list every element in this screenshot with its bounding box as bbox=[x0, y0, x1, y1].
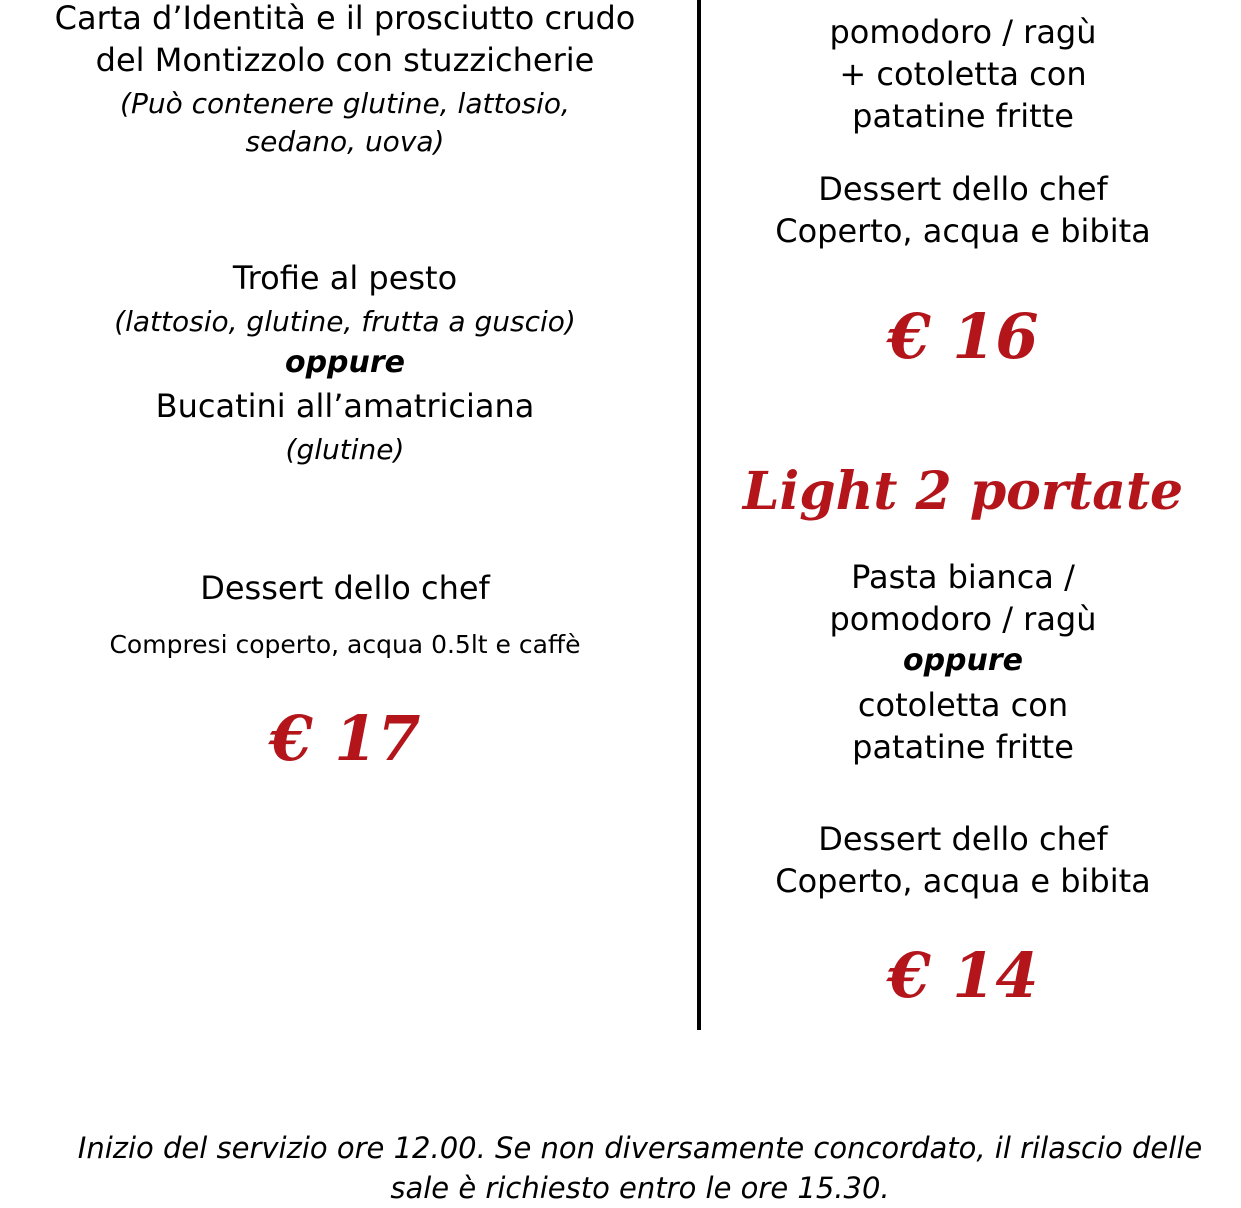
service-note-line-1: Inizio del servizio ore 12.00. Se non diversamente concordato, il rilascio delle bbox=[77, 1131, 1203, 1165]
menu-price: € 17 bbox=[269, 702, 421, 775]
light-menu-extras: Coperto, acqua e bibita bbox=[775, 862, 1151, 900]
antipasto-line-2: del Montizzolo con stuzzicherie bbox=[95, 41, 595, 79]
kids-menu-line-3: patatine fritte bbox=[852, 97, 1074, 135]
light-menu-line-1: Pasta bianca / bbox=[851, 558, 1075, 596]
light-menu-line-4: patatine fritte bbox=[852, 728, 1074, 766]
antipasto-allergens-line-1: (Può contenere glutine, lattosio, bbox=[120, 87, 570, 120]
light-menu-title: Light 2 portate bbox=[742, 461, 1184, 522]
kids-menu-line-1: pomodoro / ragù bbox=[829, 13, 1097, 51]
service-note-line-2: sale è richiesto entro le ore 15.30. bbox=[390, 1171, 890, 1205]
light-menu-dessert: Dessert dello chef bbox=[818, 820, 1108, 858]
primo-option-1-allergens: (lattosio, glutine, frutta a guscio) bbox=[114, 305, 576, 338]
light-menu-oppure: oppure bbox=[902, 643, 1024, 678]
kids-menu-dessert: Dessert dello chef bbox=[818, 170, 1108, 208]
service-note bbox=[60, 1128, 1220, 1208]
light-menu-price: € 14 bbox=[887, 939, 1039, 1012]
oppure-label: oppure bbox=[284, 345, 406, 380]
primo-option-2: Bucatini all’amatriciana bbox=[155, 387, 535, 425]
dessert-label: Dessert dello chef bbox=[200, 569, 490, 607]
antipasto-line-1: Carta d’Identità e il prosciutto crudo bbox=[54, 0, 636, 37]
primo-option-1: Trofie al pesto bbox=[232, 259, 458, 297]
antipasto-allergens-line-2: sedano, uova) bbox=[245, 125, 445, 158]
light-menu-line-3: cotoletta con bbox=[857, 686, 1069, 724]
kids-menu-extras: Coperto, acqua e bibita bbox=[775, 212, 1151, 250]
primo-option-2-allergens: (glutine) bbox=[285, 433, 405, 466]
kids-menu-line-2: + cotoletta con bbox=[839, 55, 1087, 93]
kids-menu-price: € 16 bbox=[887, 300, 1039, 373]
column-divider bbox=[697, 0, 701, 1030]
light-menu-line-2: pomodoro / ragù bbox=[829, 600, 1097, 638]
included-note: Compresi coperto, acqua 0.5lt e caffè bbox=[109, 630, 581, 659]
